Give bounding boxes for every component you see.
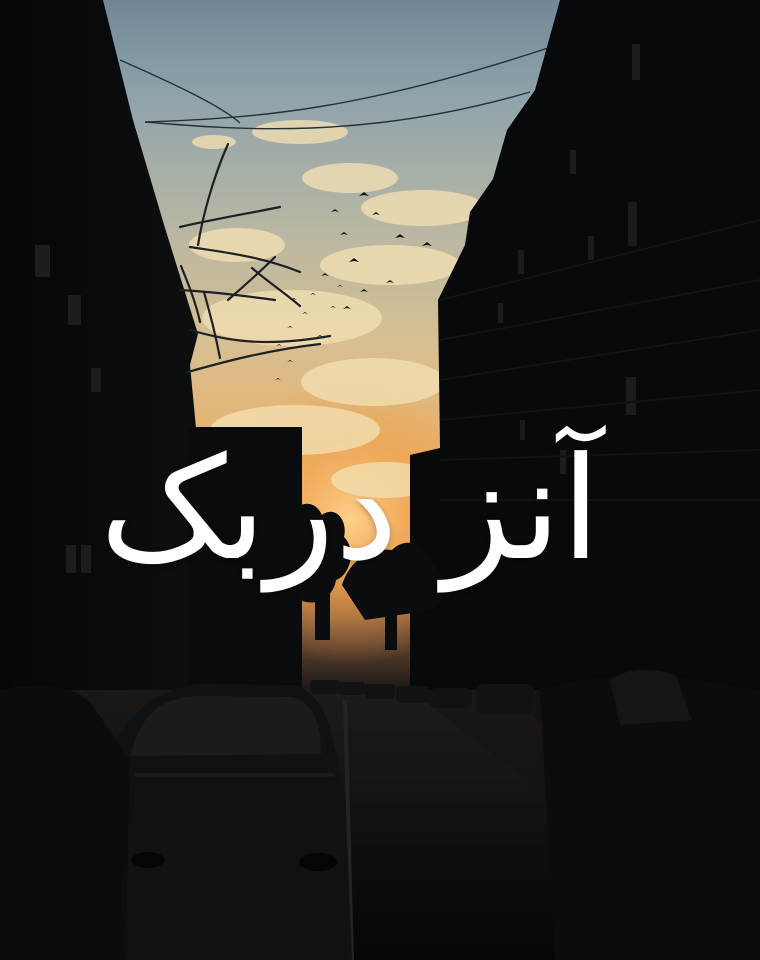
power-lines — [120, 48, 548, 129]
left-building — [0, 0, 302, 690]
right-building — [410, 0, 760, 690]
foreground-car — [105, 684, 352, 960]
overlay-caption: آنز دربک — [99, 427, 601, 592]
